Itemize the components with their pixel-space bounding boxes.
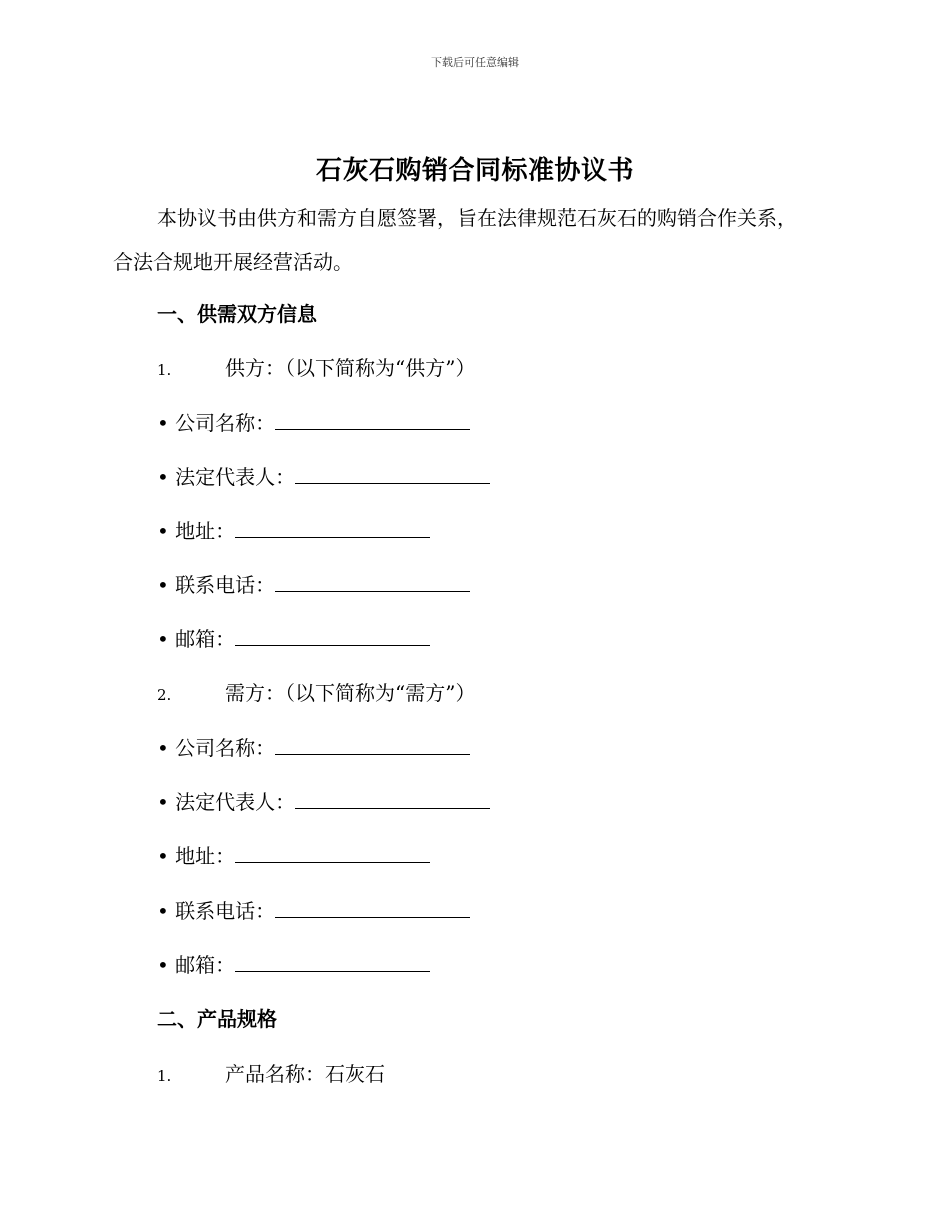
field-label: • 法定代表人： [157,790,296,814]
blank-line [295,790,490,809]
product-name-label: 产品名称：石灰石 [225,1062,385,1086]
field-label: • 联系电话： [157,899,276,923]
buyer-field-company [157,732,470,761]
blank-line [235,627,430,646]
list-number: 1. [157,361,172,379]
buyer-field-email [157,949,430,978]
supplier-label: 供方：（以下简称为“供方”） [225,356,476,380]
supplier-field-company [157,407,470,436]
supplier-field-email [157,623,430,652]
section-heading-specs: 二、产品规格 [157,1007,277,1031]
section-heading-parties: 一、供需双方信息 [157,302,317,326]
buyer-field-representative [157,786,490,815]
header-note: 下载后可任意编辑 [431,56,519,69]
product-name-item [157,1058,385,1087]
list-number: 1. [157,1067,172,1085]
blank-line [235,519,430,538]
blank-line [275,899,470,918]
supplier-heading [157,352,475,381]
field-label: • 邮箱： [157,627,236,651]
blank-line [295,465,490,484]
document-title: 石灰石购销合同标准协议书 [315,156,634,186]
supplier-field-phone [157,569,470,598]
blank-line [275,573,470,592]
list-number: 2. [157,686,172,704]
blank-line [235,844,430,863]
field-label: • 公司名称： [157,411,276,435]
field-label: • 邮箱： [157,953,236,977]
field-label: • 地址： [157,519,236,543]
buyer-field-address [157,840,430,869]
buyer-field-phone [157,895,470,924]
field-label: • 联系电话： [157,573,276,597]
field-label: • 地址： [157,844,236,868]
field-label: • 公司名称： [157,736,276,760]
blank-line [275,411,470,430]
buyer-label: 需方：（以下简称为“需方”） [225,681,476,705]
buyer-heading [157,677,475,706]
supplier-field-address [157,515,430,544]
blank-line [275,736,470,755]
blank-line [235,953,430,972]
supplier-field-representative [157,461,490,490]
intro-paragraph: 本协议书由供方和需方自愿签署，旨在法律规范石灰石的购销合作关系，合法合规地开展经营活动。 [113,206,797,274]
field-label: • 法定代表人： [157,465,296,489]
